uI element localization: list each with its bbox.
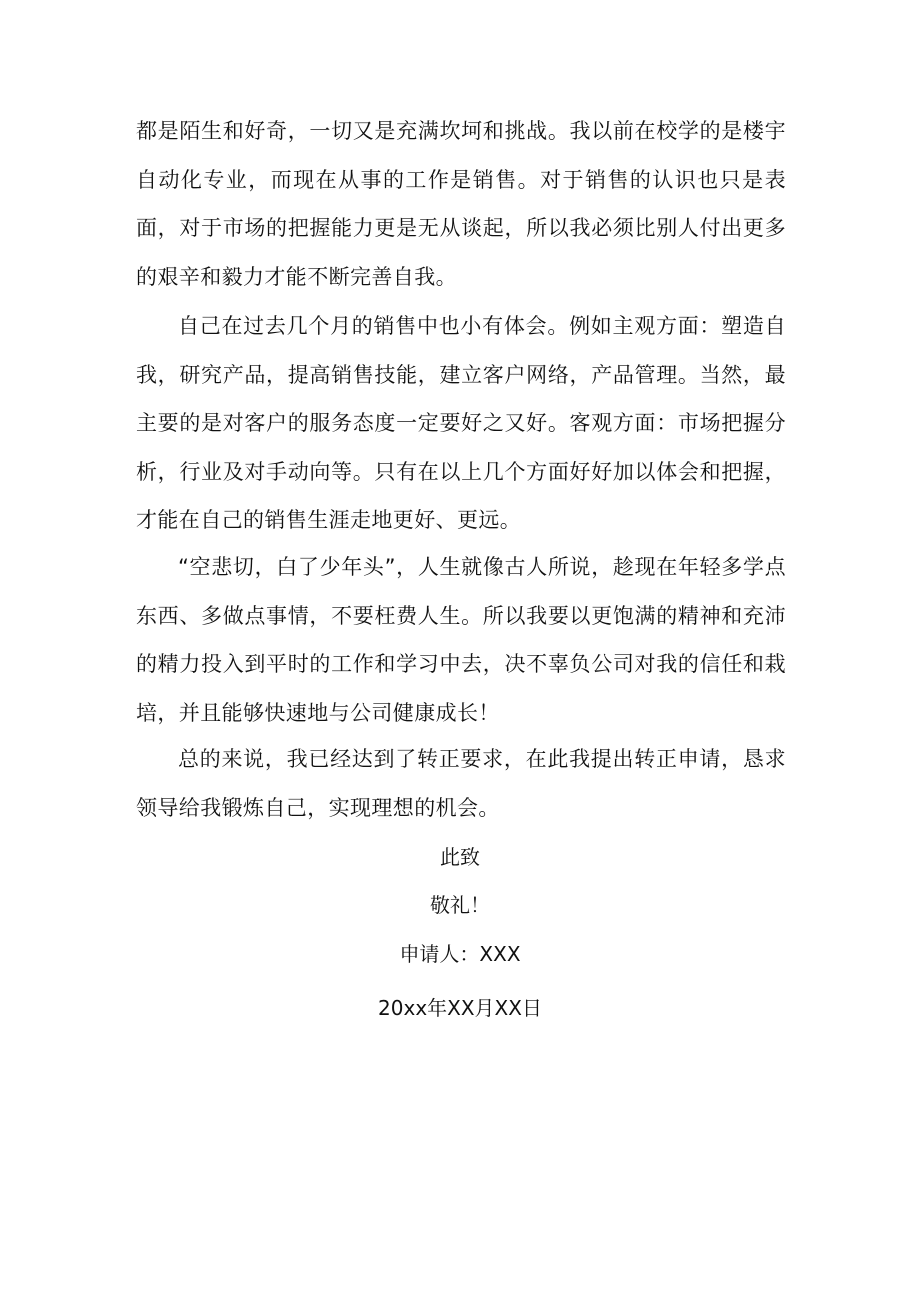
body-paragraph-1: 都是陌生和好奇，一切又是充满坎坷和挑战。我以前在校学的是楼宇自动化专业，而现在从事的工作是销售。对于销售的认识也只是表面，对于市场的把握能力更是无从谈起，所以我必须比别人付出更多的艰辛和毅力才能不断完善自我。 <box>136 119 786 289</box>
closing-phrase: 此致 <box>440 845 480 869</box>
application-date: 20xx年XX月XX日 <box>378 996 542 1020</box>
body-paragraph-4: 总的来说，我已经达到了转正要求，在此我提出转正申请，恳求领导给我锻炼自己，实现理想的机会。 <box>136 747 786 820</box>
applicant-signature: 申请人：XXX <box>399 942 521 966</box>
body-paragraph-3: “空悲切，白了少年头”，人生就像古人所说，趁现在年轻多学点东西、多做点事情，不要枉费人生。所以我要以更饱满的精神和充沛的精力投入到平时的工作和学习中去，决不辜负公司对我的信任和栽培，并且能够快速地与公司健康成长！ <box>136 555 786 725</box>
salutation: 敬礼！ <box>430 893 490 917</box>
body-paragraph-2: 自己在过去几个月的销售中也小有体会。例如主观方面：塑造自我，研究产品，提高销售技能，建立客户网络，产品管理。当然，最主要的是对客户的服务态度一定要好之又好。客观方面：市场把握分析，行业及对手动向等。只有在以上几个方面好好加以体会和把握，才能在自己的销售生涯走地更好、更远。 <box>136 314 786 532</box>
